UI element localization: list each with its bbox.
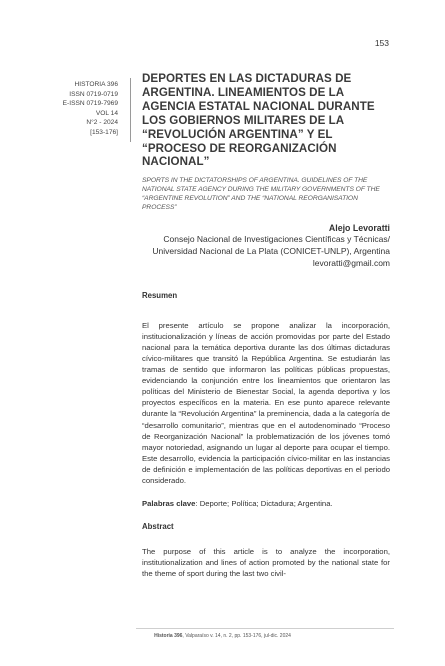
author-name: Alejo Levoratti <box>328 222 390 233</box>
resumen-heading: Resumen <box>142 290 178 300</box>
journal-info-line: E-ISSN 0719-7969 <box>62 100 118 108</box>
journal-info-line: N°2 - 2024 <box>86 119 118 127</box>
author-email: levoratti@gmail.com <box>312 257 390 268</box>
keywords <box>142 499 390 508</box>
page-footer <box>0 633 445 639</box>
journal-info-sidebar <box>46 80 124 138</box>
journal-info-line: ISSN 0719-0719 <box>69 90 118 98</box>
author-affiliation: Consejo Nacional de Investigaciones Científicas y Técnicas/ Universidad Nacional de La Plata (CONICET-UNLP), Argentina <box>152 234 390 257</box>
article-title-spanish: DEPORTES EN LAS DICTADURAS DE ARGENTINA. LINEAMIENTOS DE LA AGENCIA ESTATAL NACIONAL DURANTE LOS GOBIERNOS MILITARES DE LA “REVOLUCIÓN ARGENTINA” Y EL “PROCESO DE REORGANIZACIÓN NACIONAL” <box>142 72 375 169</box>
article-title-english: SPORTS IN THE DICTATORSHIPS OF ARGENTINA. GUIDELINES OF THE NATIONAL STATE AGENCY DURING THE MILITARY GOVERNMENTS OF THE “ARGENTINE REVOLUTION” AND THE “NATIONAL REORGANISATION PROCESS” <box>142 177 380 211</box>
abstract-text: The purpose of this article is to analyze the incorporation, institutionalization and lines of action promoted by the national state for the theme of sport during the last two civil- <box>142 547 390 579</box>
page-number: 153 <box>374 38 389 48</box>
footer-journal: Historia 396 <box>154 633 183 639</box>
author-block <box>142 223 390 270</box>
journal-info-line: [153-176] <box>90 128 118 136</box>
article-front-matter <box>142 72 390 579</box>
keywords-label: Palabras clave <box>142 499 196 509</box>
journal-info-line: HISTORIA 396 <box>74 81 118 88</box>
sidebar-divider <box>130 78 131 142</box>
resumen-text: El presente artículo se propone analizar la incorporación, institucionalización y líneas de acción promovidas por parte del Estado nacional para la temática deportiva durante las dos últimas dictaduras cívico-militares que transitó la República Argentina. Se estudiarán las tramas de sentido que informaron las políticas públicas propuestas, evidenciando la conjunción entre los lineamientos que orientaron las políticas del Ministerio de Bienestar Social, la agenda deportiva y los proyectos específicos en la materia. En ese punto aparece relevante durante la “Revolución Argentina” la preminencia, dada a la categoría de “desarrollo comunitario”, mientras que en el autodenominado “Proceso de Reorganización Nacional” la problematización de los jóvenes tomó mayor notoriedad, asignando un lugar al deporte para ocupar el tiempo. Este desarrollo, evidencia la participación cívico-militar en las instancias de definición e implementación de las políticas deportivas en el periodo considerado. <box>142 320 390 486</box>
abstract-heading: Abstract <box>142 522 174 532</box>
journal-info-line: VOL 14 <box>95 109 118 117</box>
footer-divider <box>136 628 394 629</box>
keywords-value: : Deporte; Política; Dictadura; Argentina. <box>195 499 333 509</box>
footer-details: , Valparaíso v. 14, n. 2, pp. 153-176, jul-dic. 2024 <box>182 633 291 639</box>
